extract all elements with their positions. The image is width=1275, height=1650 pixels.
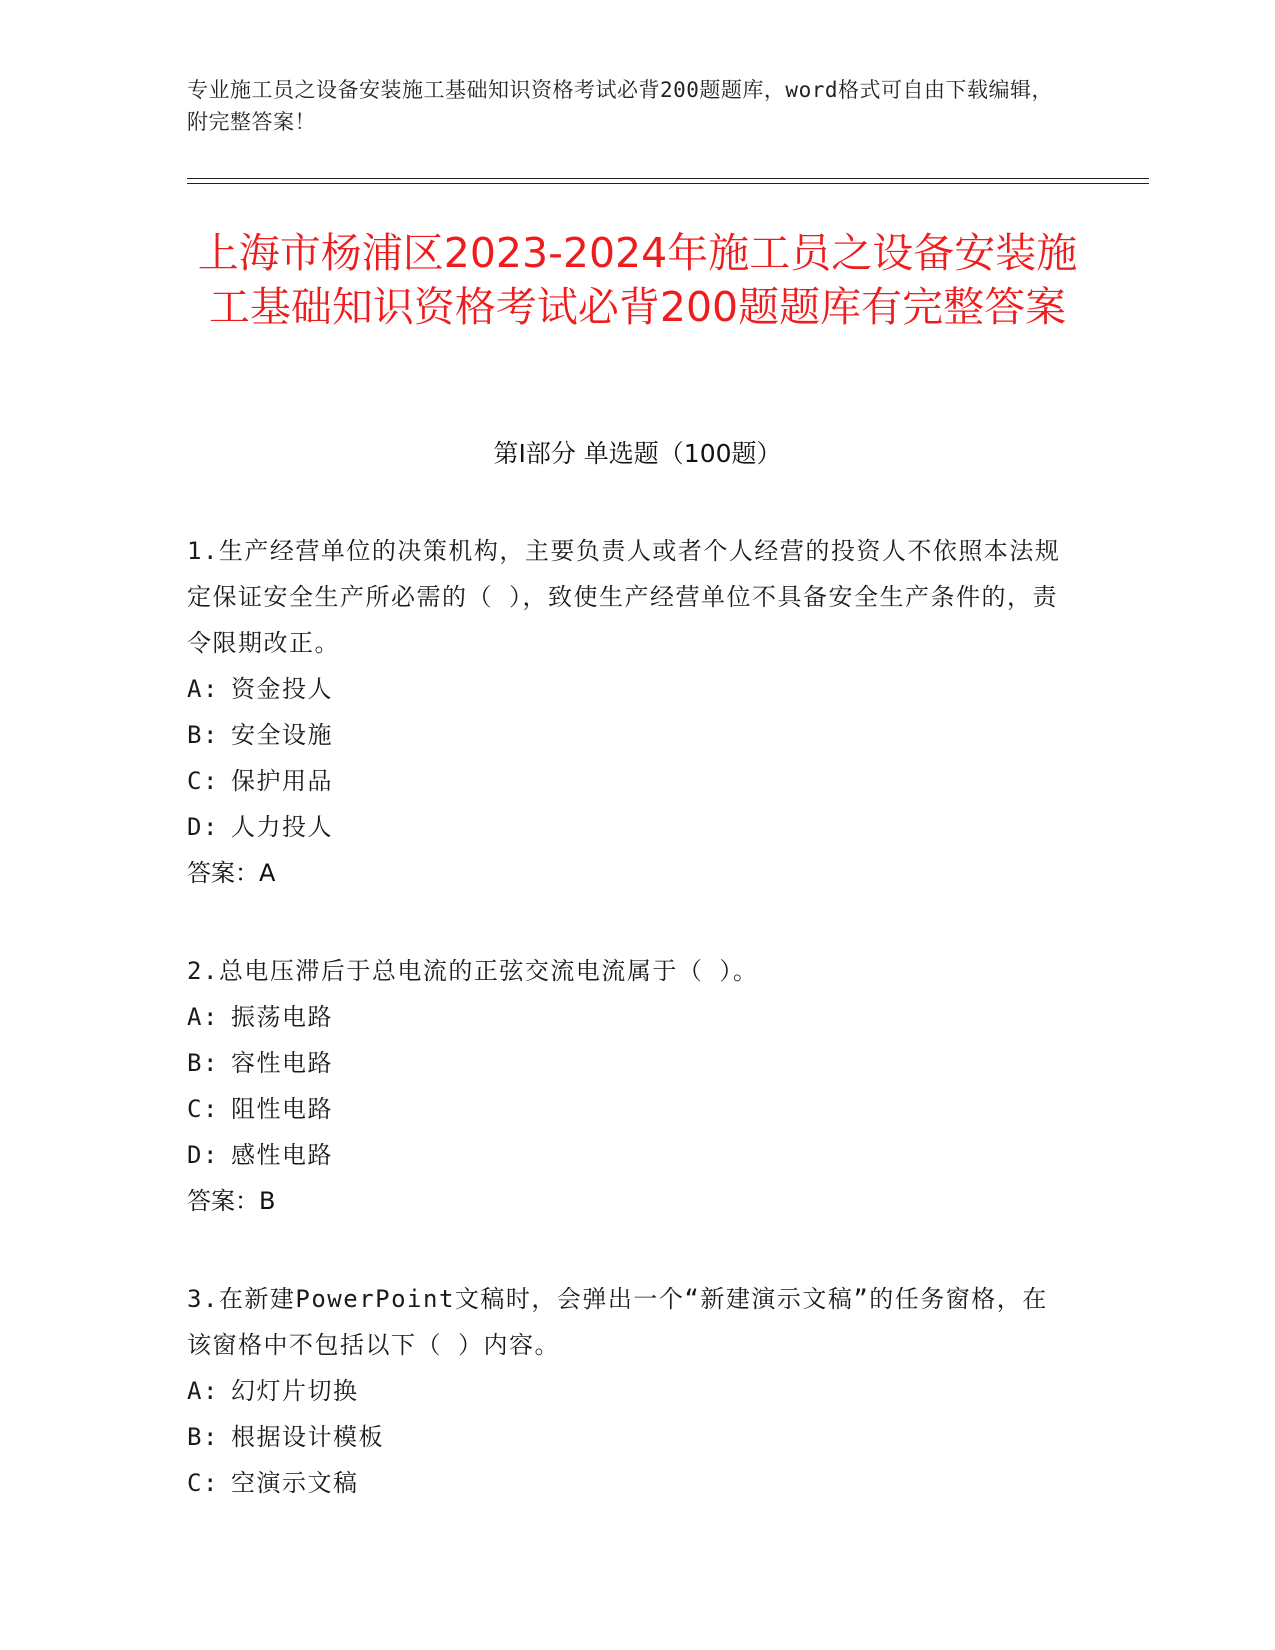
section-title: 第I部分 单选题（100题）	[493, 439, 782, 468]
document-title: 上海市杨浦区2023-2024年施工员之设备安装施工基础知识资格考试必背200题题库有完整答案	[197, 229, 1078, 331]
question-3-option-a	[187, 1368, 1067, 1414]
question-1-text: 1.生产经营单位的决策机构，主要负责人或者个人经营的投资人不依照本法规定保证安全生产所必需的（ ），致使生产经营单位不具备安全生产条件的，责令限期改正。	[187, 537, 1061, 657]
question-1	[187, 528, 1067, 896]
question-list	[187, 528, 1067, 1558]
option-letter: B:	[187, 1423, 219, 1451]
question-1-option-b	[187, 712, 1067, 758]
option-letter: B:	[187, 721, 219, 749]
header-rule-bottom	[187, 183, 1149, 184]
question-2-option-c	[187, 1086, 1067, 1132]
option-letter: C:	[187, 1469, 219, 1497]
option-letter: A:	[187, 675, 219, 703]
option-text: 空演示文稿	[231, 1469, 359, 1497]
question-1-answer: 答案：A	[187, 859, 276, 887]
option-letter: A:	[187, 1003, 219, 1031]
question-3-option-b	[187, 1414, 1067, 1460]
question-2-option-a	[187, 994, 1067, 1040]
header-note: 专业施工员之设备安装施工基础知识资格考试必背200题题库，word格式可自由下载编辑，附完整答案！	[187, 78, 1053, 134]
option-text: 人力投人	[231, 813, 333, 841]
question-3-option-c	[187, 1460, 1067, 1506]
question-1-option-d	[187, 804, 1067, 850]
option-text: 阻性电路	[231, 1095, 333, 1123]
option-letter: C:	[187, 767, 219, 795]
option-text: 幻灯片切换	[231, 1377, 359, 1405]
question-2-option-d	[187, 1132, 1067, 1178]
option-text: 安全设施	[231, 721, 333, 749]
question-1-option-a	[187, 666, 1067, 712]
option-text: 保护用品	[231, 767, 333, 795]
option-letter: A:	[187, 1377, 219, 1405]
question-3-text: 3.在新建PowerPoint文稿时，会弹出一个“新建演示文稿”的任务窗格，在该窗格中不包括以下（ ）内容。	[187, 1285, 1048, 1359]
option-text: 感性电路	[231, 1141, 333, 1169]
option-letter: B:	[187, 1049, 219, 1077]
question-2-answer: 答案：B	[187, 1187, 276, 1215]
option-text: 容性电路	[231, 1049, 333, 1077]
question-2-text: 2.总电压滞后于总电流的正弦交流电流属于（ ）。	[187, 957, 759, 985]
option-letter: C:	[187, 1095, 219, 1123]
question-2	[187, 948, 1067, 1224]
option-letter: D:	[187, 813, 219, 841]
question-3	[187, 1276, 1067, 1506]
option-letter: D:	[187, 1141, 219, 1169]
header-rule-top	[187, 178, 1149, 179]
option-text: 资金投人	[231, 675, 333, 703]
option-text: 振荡电路	[231, 1003, 333, 1031]
option-text: 根据设计模板	[231, 1423, 384, 1451]
question-2-option-b	[187, 1040, 1067, 1086]
question-1-option-c	[187, 758, 1067, 804]
